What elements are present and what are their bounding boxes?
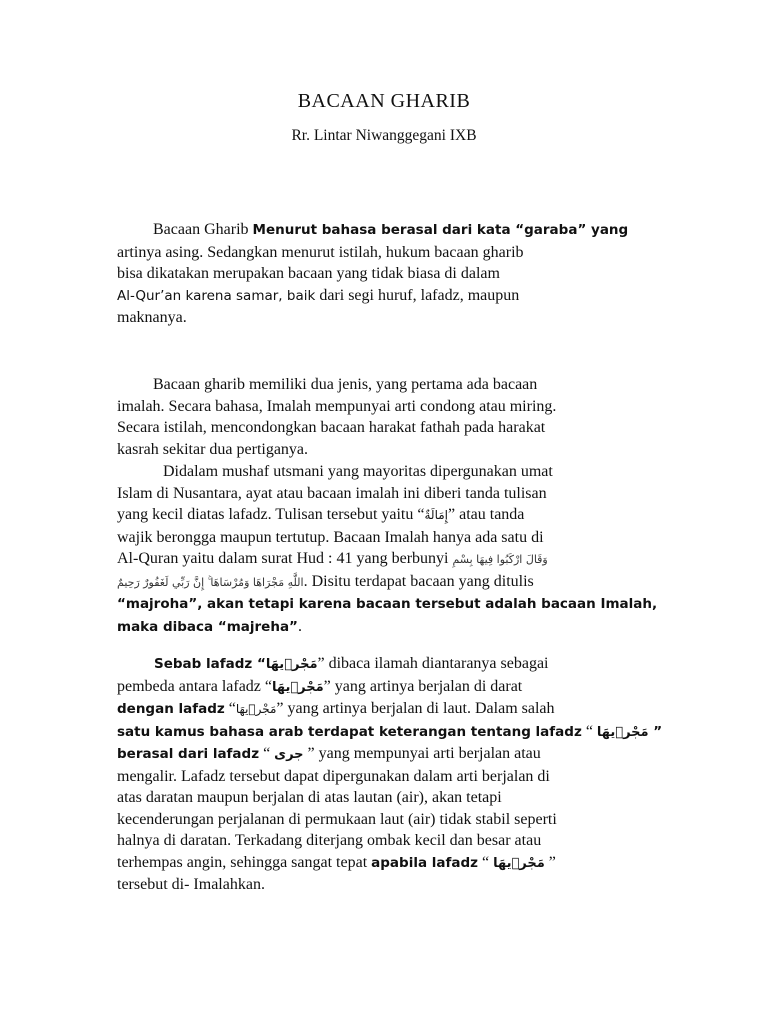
paragraph-definition: [117, 219, 657, 329]
arabic-majreha: مَجْرٖيهَا: [493, 855, 545, 871]
text-line: Al-Quran yaitu dalam surat Hud : 41 yang berbunyi وَقَالَ ارْكَبُوا فِيهَا بِسْمِ: [117, 550, 548, 567]
text-line: Sebab lafadz “مَجْرٖيهَا” dibaca ilamah diantaranya sebagai: [154, 655, 549, 672]
paragraph-majreha-reason: [117, 653, 663, 896]
text-line: اللَّهِ مَجْرَاهَا وَمُرْسَاهَا ۚ إِنَّ رَبِّي لَغَفُورٌ رَحِيمٌ. Disitu terdapat bacaan yang ditulis: [117, 572, 534, 590]
text-line: pembeda antara lafadz “مَجْرٖيهَا” yang artinya berjalan di darat: [117, 677, 523, 695]
arabic-majreha: مَجْرٖيهَا: [596, 724, 649, 740]
arabic-jara: جرى: [274, 747, 304, 762]
document-title: BACAAN GHARIB: [297, 90, 471, 112]
text-line: atas daratan maupun berjalan di atas lautan (air), akan tetapi: [117, 789, 502, 806]
text-line: Islam di Nusantara, ayat atau bacaan imalah ini diberi tanda tulisan: [117, 484, 547, 502]
text-line: maka dibaca “majreha”.: [117, 617, 302, 635]
text-line: kecenderungan perjalanan di permukaan laut (air) tidak stabil seperti: [117, 810, 557, 828]
arabic-verse-part2: اللَّهِ مَجْرَاهَا وَمُرْسَاهَا ۚ إِنَّ رَبِّي لَغَفُورٌ رَحِيمٌ: [117, 575, 304, 589]
paragraph-imalah-definition: [117, 374, 657, 460]
arabic-majreha: مَجْرٖيهَا: [272, 679, 324, 695]
text-line: berasal dari lafadz “ جرى ” yang mempunyai arti berjalan atau: [117, 745, 541, 762]
text-line: maknanya.: [117, 309, 187, 326]
text-line: wajik berongga maupun tertutup. Bacaan Imalah hanya ada satu di: [117, 528, 544, 546]
arabic-majreha: مَجْرٖيهَا: [265, 657, 318, 672]
arabic-imalah: إِمَالَةٌ: [424, 508, 448, 522]
text-line: yang kecil diatas lafadz. Tulisan tersebut yaitu “إِمَالَةٌ” atau tanda: [117, 506, 525, 523]
text-line: “majroha”, akan tetapi karena bacaan tersebut adalah bacaan Imalah,: [117, 596, 658, 612]
paragraph-imalah-mushaf: [117, 461, 657, 638]
text-line: Bacaan Gharib Menurut bahasa berasal dari kata “garaba” yang: [153, 221, 629, 238]
text-line: kasrah sekitar dua pertiganya.: [117, 440, 309, 458]
text-line: mengalir. Lafadz tersebut dapat dipergunakan dalam arti berjalan di: [117, 767, 550, 785]
text-line: artinya asing. Sedangkan menurut istilah, hukum bacaan gharib: [117, 243, 524, 261]
text-line: Bacaan gharib memiliki dua jenis, yang pertama ada bacaan: [153, 376, 538, 393]
text-line: Secara istilah, mencondongkan bacaan harakat fathah pada harakat: [117, 419, 546, 436]
text-line: tersebut di- Imalahkan.: [117, 876, 265, 893]
text-line: terhempas angin, sehingga sangat tepat apabila lafadz “ مَجْرٖيهَا ”: [117, 853, 556, 871]
text-line: bisa dikatakan merupakan bacaan yang tidak biasa di dalam: [117, 265, 500, 282]
text-line: satu kamus bahasa arab terdapat keterangan tentang lafadz “ مَجْرٖيهَا ”: [117, 722, 663, 740]
text-line: Al-Qur’an karena samar, baik dari segi huruf, lafadz, maupun: [117, 286, 520, 304]
text-line: halnya di daratan. Terkadang diterjang ombak kecil dan besar atau: [117, 832, 542, 849]
text-line: imalah. Secara bahasa, Imalah mempunyai arti condong atau miring.: [117, 397, 557, 415]
text-line: dengan lafadz “مَجْرٖيهَا” yang artinya berjalan di laut. Dalam salah: [117, 700, 555, 717]
document-author: Rr. Lintar Niwanggegani IXB: [291, 127, 477, 144]
arabic-majreha: مَجْرٖيهَا: [235, 702, 277, 716]
arabic-verse-part1: وَقَالَ ارْكَبُوا فِيهَا بِسْمِ: [452, 553, 548, 566]
text-line: Didalam mushaf utsmani yang mayoritas dipergunakan umat: [163, 463, 553, 480]
